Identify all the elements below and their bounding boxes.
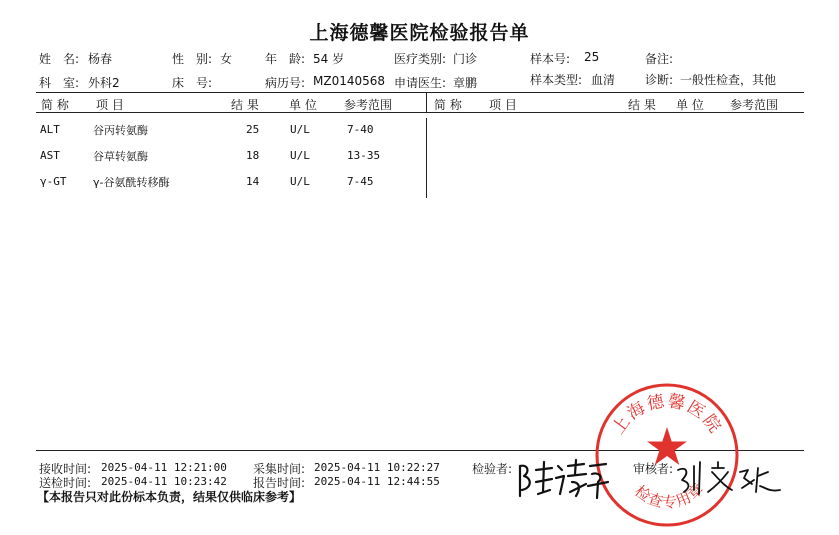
row-unit: U/L bbox=[290, 175, 310, 188]
dept-label: 科 室: bbox=[39, 76, 80, 90]
record-label: 病历号: bbox=[265, 76, 306, 90]
diagnosis: 一般性检查，其他 bbox=[680, 73, 777, 87]
sample-type-label: 样本类型: bbox=[530, 73, 583, 87]
doctor-label: 申请医生: bbox=[394, 76, 447, 90]
col-abbr-left: 简 称 bbox=[41, 98, 69, 112]
report-notice: 【本报告只对此份标本负责，结果仅供临床参考】 bbox=[37, 490, 302, 504]
patient-name: 杨春 bbox=[88, 52, 113, 66]
col-abbr-right: 简 称 bbox=[434, 98, 462, 112]
row-abbr: AST bbox=[40, 149, 60, 162]
header-divider bbox=[426, 93, 427, 112]
col-result-left: 结 果 bbox=[231, 98, 259, 112]
stamp-text-top: 上海德馨医院 bbox=[608, 391, 726, 439]
name-label: 姓 名: bbox=[39, 52, 80, 66]
sample-type: 血清 bbox=[591, 73, 616, 87]
row-unit: U/L bbox=[290, 149, 310, 162]
column-divider bbox=[426, 118, 427, 198]
row-item: γ-谷氨酰转移酶 bbox=[93, 176, 170, 189]
age-label: 年 龄: bbox=[265, 52, 306, 66]
col-range-right: 参考范围 bbox=[730, 98, 779, 112]
row-range: 7-40 bbox=[347, 123, 374, 136]
sample-no-label: 样本号: bbox=[530, 52, 571, 66]
sex-label: 性 别: bbox=[172, 52, 213, 66]
report-title: 上海德馨医院检验报告单 bbox=[309, 22, 530, 44]
col-unit-left: 单 位 bbox=[289, 98, 317, 112]
send-time: 2025-04-11 10:23:42 bbox=[101, 475, 227, 488]
row-range: 7-45 bbox=[347, 175, 374, 188]
dept: 外科2 bbox=[88, 76, 120, 90]
visit-type-label: 医疗类别: bbox=[394, 52, 447, 66]
record-no: MZ0140568 bbox=[313, 74, 386, 88]
diagnosis-label: 诊断: bbox=[645, 73, 674, 87]
col-item-left: 项 目 bbox=[96, 98, 124, 112]
row-item: 谷草转氨酶 bbox=[93, 150, 148, 163]
stamp-text-bottom: 检查专用章 bbox=[631, 479, 708, 512]
sample-no: 25 bbox=[584, 50, 600, 64]
receive-label: 接收时间: bbox=[39, 462, 92, 476]
col-item-right: 项 目 bbox=[489, 98, 517, 112]
inspector-signature bbox=[512, 452, 612, 502]
row-abbr: γ-GT bbox=[40, 175, 67, 188]
header-top-rule bbox=[36, 92, 804, 93]
row-result: 25 bbox=[246, 123, 260, 136]
visit-type: 门诊 bbox=[453, 52, 478, 66]
row-item: 谷丙转氨酶 bbox=[93, 124, 148, 137]
col-result-right: 结 果 bbox=[628, 98, 656, 112]
col-range-left: 参考范围 bbox=[344, 98, 393, 112]
bed-label: 床 号: bbox=[172, 76, 213, 90]
collect-label: 采集时间: bbox=[253, 462, 306, 476]
collect-time: 2025-04-11 10:22:27 bbox=[314, 461, 440, 474]
send-label: 送检时间: bbox=[39, 476, 92, 490]
row-abbr: ALT bbox=[40, 123, 60, 136]
report-time: 2025-04-11 12:44:55 bbox=[314, 475, 440, 488]
doctor: 章鹏 bbox=[453, 76, 478, 90]
report-label: 报告时间: bbox=[253, 476, 306, 490]
row-result: 18 bbox=[246, 149, 260, 162]
receive-time: 2025-04-11 12:21:00 bbox=[101, 461, 227, 474]
col-unit-right: 单 位 bbox=[676, 98, 704, 112]
row-range: 13-35 bbox=[347, 149, 381, 162]
official-stamp bbox=[592, 380, 742, 530]
reviewer-label: 审核者: bbox=[633, 462, 674, 476]
patient-age: 54 岁 bbox=[313, 52, 345, 66]
reviewer-signature bbox=[672, 458, 792, 498]
row-unit: U/L bbox=[290, 123, 310, 136]
inspector-label: 检验者: bbox=[472, 462, 513, 476]
patient-sex: 女 bbox=[220, 52, 233, 66]
remark-label: 备注: bbox=[645, 52, 674, 66]
row-result: 14 bbox=[246, 175, 260, 188]
